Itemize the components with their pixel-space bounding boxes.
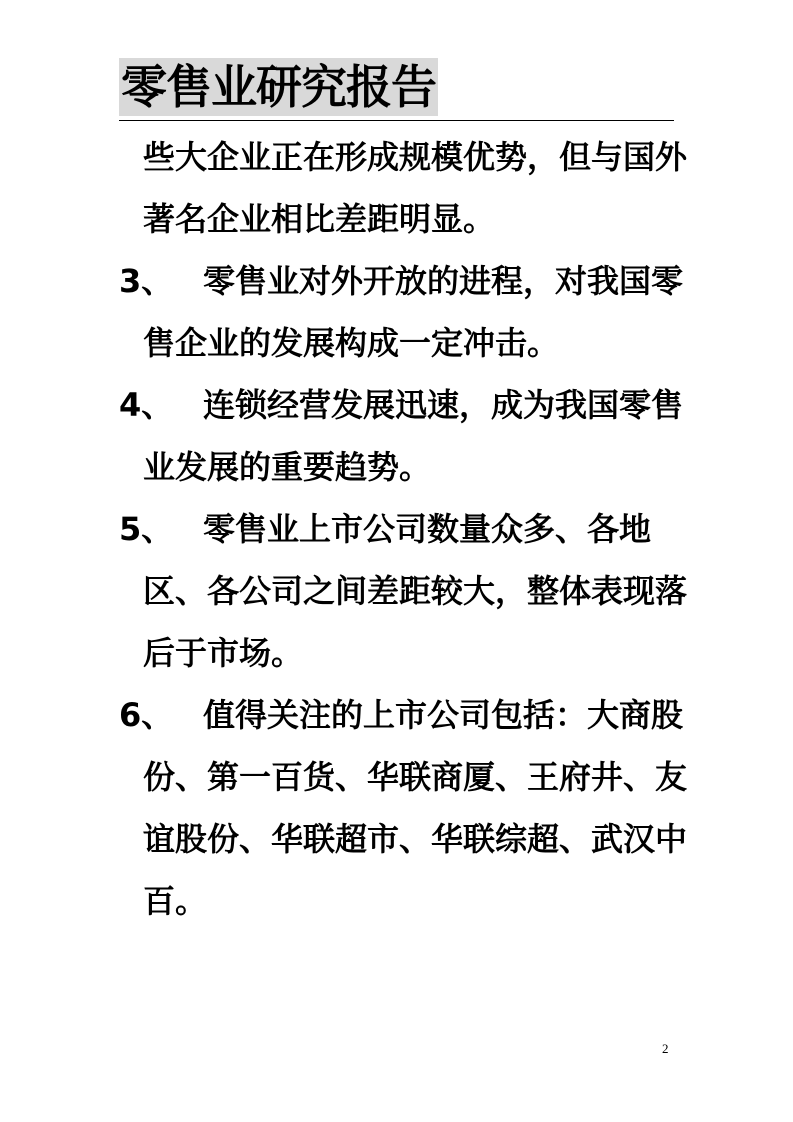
paragraph-line: 售企业的发展构成一定冲击。 [143, 324, 560, 362]
list-number: 4、 [119, 386, 174, 424]
report-body [119, 126, 688, 932]
paragraph-line: 值得关注的上市公司包括：大商股 [203, 696, 684, 734]
paragraph-line: 份、第一百货、华联商厦、王府井、友 [143, 758, 688, 796]
paragraph-line: 百。 [143, 882, 208, 920]
paragraph-line: 谊股份、华联超市、华联综超、武汉中 [143, 820, 688, 858]
paragraph-line: 零售业对外开放的进程，对我国零 [203, 262, 684, 300]
list-number: 6、 [119, 696, 174, 734]
list-item [119, 684, 684, 746]
paragraph-line: 著名企业相比差距明显。 [143, 200, 496, 238]
header-title: 零售业研究报告 [121, 60, 436, 114]
paragraph-line: 后于市场。 [143, 634, 304, 672]
paragraph-line: 区、各公司之间差距较大，整体表现落 [143, 572, 688, 610]
paragraph-line: 零售业上市公司数量众多、各地 [203, 510, 652, 548]
list-item [119, 498, 679, 560]
paragraph-line: 些大企业正在形成规模优势，但与国外 [143, 138, 688, 176]
header-divider [119, 120, 674, 121]
paragraph-line: 连锁经营发展迅速，成为我国零售 [203, 386, 684, 424]
paragraph-line: 业发展的重要趋势。 [143, 448, 432, 486]
list-number: 3、 [119, 262, 174, 300]
list-item [119, 374, 684, 436]
page-number: 2 [662, 1041, 669, 1056]
list-item [119, 250, 684, 312]
list-number: 5、 [119, 510, 174, 548]
